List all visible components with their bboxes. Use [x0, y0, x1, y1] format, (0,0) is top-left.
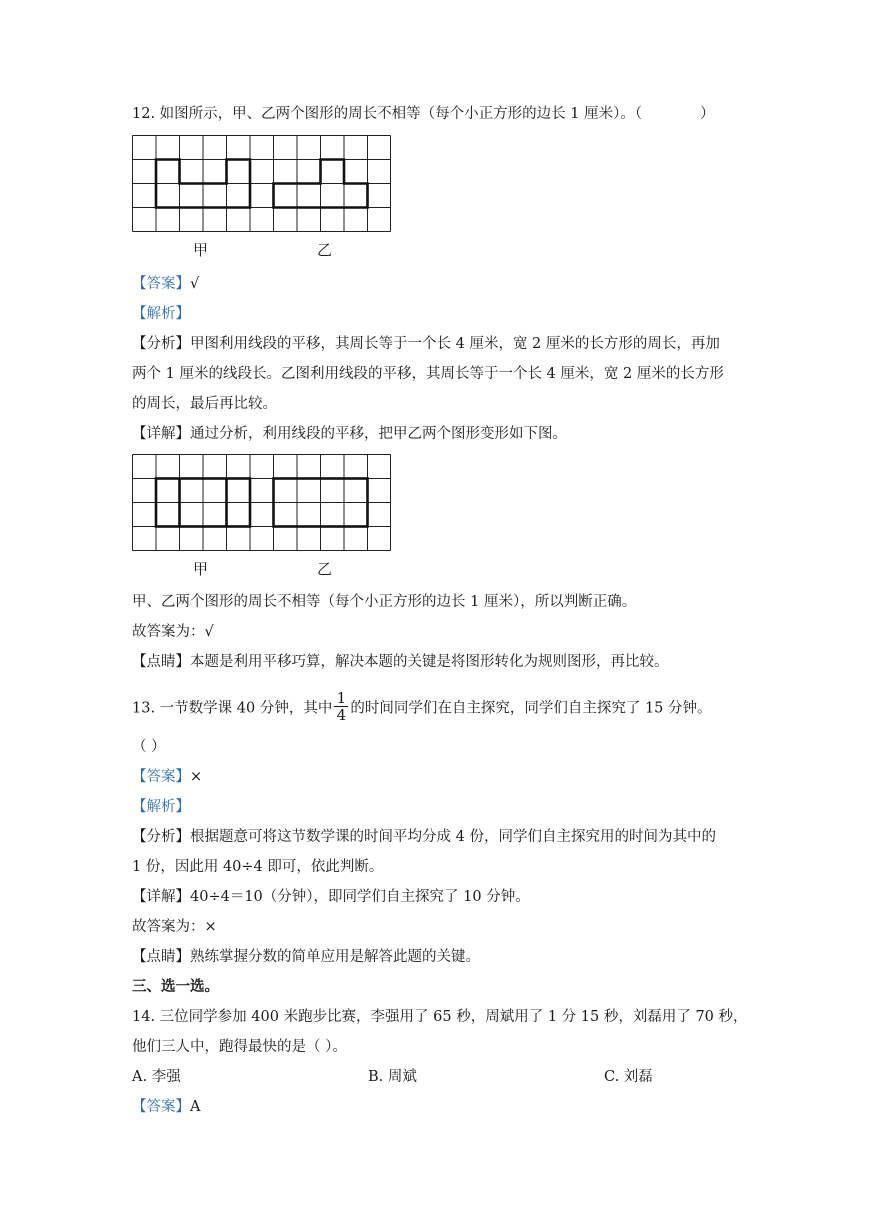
q13-question: 13. 一节数学课 40 分钟，其中 $\frac{1}{4}$ 的时间同学们在自主探究，同学们自主探究了 15 分钟。	[132, 689, 712, 724]
q12-dianjing: 【点睛】本题是利用平移巧算，解决本题的关键是将图形转化为规则图形，再比较。	[132, 654, 669, 670]
transformed-jia-label: 甲	[193, 560, 209, 578]
q14-option-c: C. 刘磊	[604, 1069, 653, 1085]
q14-answer: 【答案】A	[132, 1099, 201, 1115]
q12-xiangjie: 【详解】通过分析，利用线段的平移，把甲乙两个图形变形如下图。	[132, 426, 567, 442]
q12-analysis-tag: 【解析】	[132, 306, 190, 322]
transformed-yi-label: 乙	[317, 560, 333, 578]
q13-xiangjie: 【详解】40÷4＝10（分钟），即同学们自主探究了 10 分钟。	[132, 889, 530, 905]
q12-figure-grid	[132, 135, 394, 236]
fraction-one-quarter: $\frac{1}{4}$	[334, 690, 348, 723]
q14-option-b: B. 周斌	[368, 1069, 417, 1085]
q12-question: 12. 如图所示，甲、乙两个图形的周长不相等（每个小正方形的边长 1 厘米）。（ ）	[132, 106, 715, 122]
q13-analysis-tag: 【解析】	[132, 799, 190, 815]
q12-fenxi-line1: 【分析】甲图利用线段的平移，其周长等于一个长 4 厘米，宽 2 厘米的长方形的周长，再加	[132, 336, 720, 352]
q13-dianjing: 【点睛】熟练掌握分数的简单应用是解答此题的关键。	[132, 949, 480, 965]
q13-final-answer: 故答案为：×	[132, 919, 217, 935]
q14-question-line2: 他们三人中，跑得最快的是（ ）。	[132, 1039, 347, 1055]
q12-fenxi-line2: 两个 1 厘米的线段长。乙图利用线段的平移，其周长等于一个长 4 厘米，宽 2 厘米的长方形	[132, 366, 724, 382]
q13-fenxi-line2: 1 份，因此用 40÷4 即可，依此判断。	[132, 859, 384, 875]
figure-jia-label: 甲	[193, 241, 209, 259]
section-title: 三、选一选。	[132, 978, 219, 995]
figure-yi-label: 乙	[317, 241, 333, 259]
q12-conclusion: 甲、乙两个图形的周长不相等（每个小正方形的边长 1 厘米），所以判断正确。	[132, 594, 637, 610]
q14-option-a: A. 李强	[132, 1069, 181, 1085]
q13-paren: （ ）	[132, 739, 166, 755]
q13-fenxi-line1: 【分析】根据题意可将这节数学课的时间平均分成 4 份，同学们自主探究用的时间为其中的	[132, 829, 716, 845]
q13-answer: 【答案】×	[132, 769, 203, 785]
q14-question-line1: 14. 三位同学参加 400 米跑步比赛，李强用了 65 秒，周斌用了 1 分 15 秒，刘磊用了 70 秒，	[132, 1009, 748, 1025]
q12-transformed-grid	[132, 454, 394, 555]
q12-final-answer: 故答案为：√	[132, 624, 214, 640]
q12-answer: 【答案】√	[132, 276, 200, 292]
q12-fenxi-line3: 的周长，最后再比较。	[132, 396, 277, 412]
